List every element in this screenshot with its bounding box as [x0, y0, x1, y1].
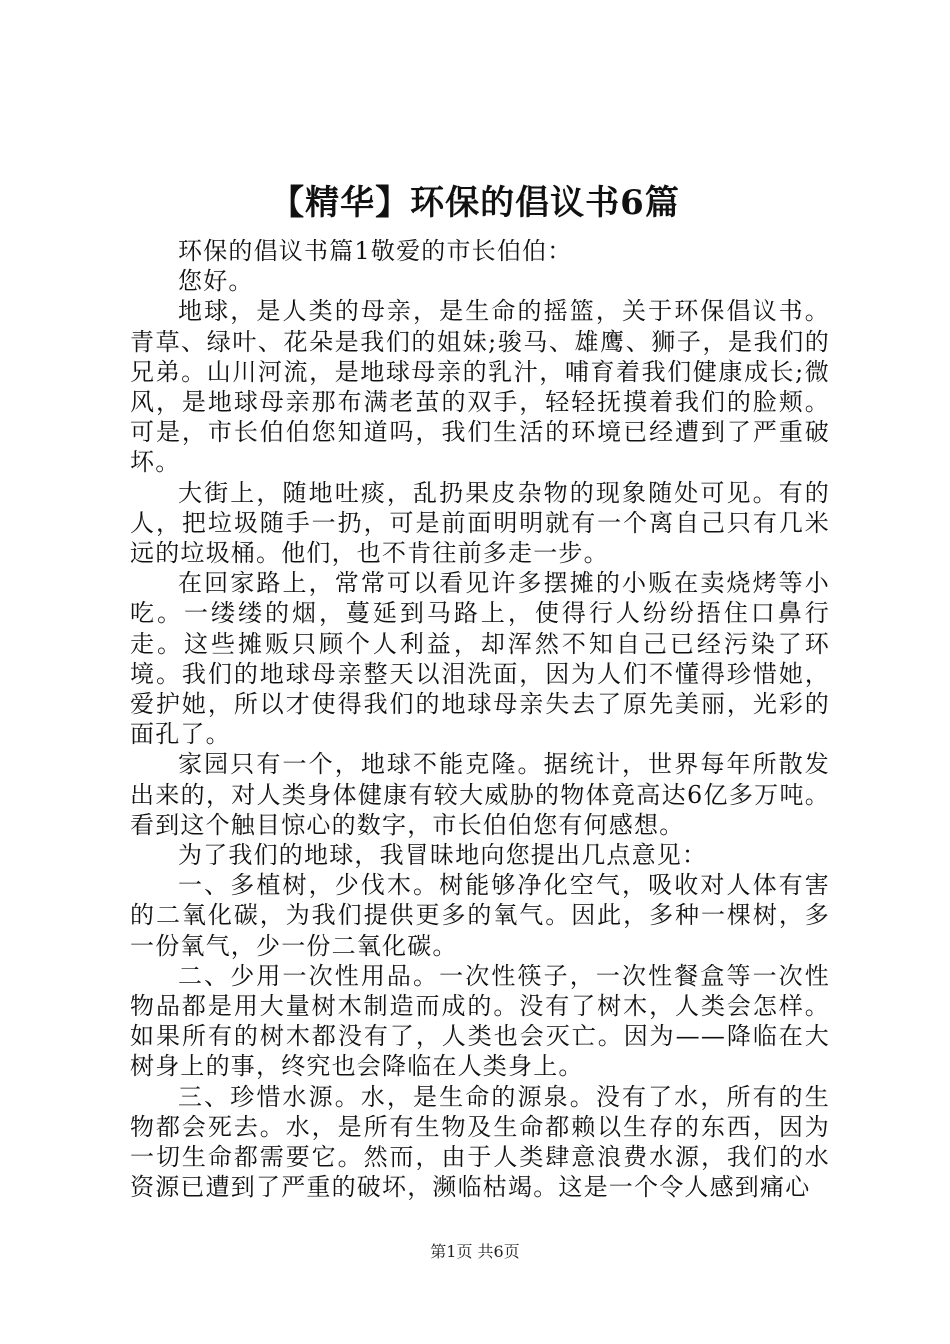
paragraph-suggestion-trees: 一、多植树，少伐木。树能够净化空气，吸收对人体有害的二氧化碳，为我们提供更多的氧气。因此，多种一棵树，多一份氧气，少一份二氧化碳。: [130, 871, 830, 960]
document-title: 【精华】环保的倡议书6篇: [270, 183, 680, 223]
paragraph-statistics: 家园只有一个，地球不能克隆。据统计，世界每年所散发出来的，对人类身体健康有较大威胁的物体竟高达6亿多万吨。看到这个触目惊心的数字，市长伯伯您有何感想。: [130, 750, 830, 839]
page-footer: 第1页 共6页: [430, 1242, 520, 1261]
paragraph-earth-mother: 地球，是人类的母亲，是生命的摇篮，关于环保倡议书。青草、绿叶、花朵是我们的姐妹;骏马、雄鹰、狮子，是我们的兄弟。山川河流，是地球母亲的乳汁，哺育着我们健康成长;微风，是地球母亲那布满老茧的双手，轻轻抚摸着我们的脸颊。可是，市长伯伯您知道吗，我们生活的环境已经遭到了严重破坏。: [130, 297, 830, 477]
paragraph-greeting-heading: 环保的倡议书篇1敬爱的市长伯伯：: [178, 237, 573, 265]
paragraph-street: 大街上，随地吐痰，乱扔果皮杂物的现象随处可见。有的人，把垃圾随手一扔，可是前面明明就有一个离自己只有几米远的垃圾桶。他们，也不肯往前多走一步。: [130, 478, 830, 568]
paragraph-greeting: 您好。: [178, 267, 254, 296]
paragraph-suggestion-disposables: 二、少用一次性用品。一次性筷子，一次性餐盒等一次性物品都是用大量树木制造而成的。没有了树木，人类会怎样。如果所有的树木都没有了，人类也会灭亡。因为——降临在大树身上的事，终究也会降临在人类身上。: [130, 961, 830, 1081]
paragraph-suggestions-intro: 为了我们的地球，我冒昧地向您提出几点意见：: [178, 841, 708, 870]
document-body: [130, 236, 830, 1203]
paragraph-suggestion-water: 三、珍惜水源。水，是生命的源泉。没有了水，所有的生物都会死去。水，是所有生物及生命都赖以生存的东西，因为一切生命都需要它。然而，由于人类肆意浪费水源，我们的水资源已遭到了严重的破坏，濒临枯竭。这是一个令人感到痛心: [130, 1082, 830, 1202]
paragraph-vendors: 在回家路上，常常可以看见许多摆摊的小贩在卖烧烤等小吃。一缕缕的烟，蔓延到马路上，使得行人纷纷捂住口鼻行走。这些摊贩只顾个人利益，却浑然不知自己已经污染了环境。我们的地球母亲整天以泪洗面，因为人们不懂得珍惜她，爱护她，所以才使得我们的地球母亲失去了原先美丽，光彩的面孔了。: [130, 569, 830, 749]
